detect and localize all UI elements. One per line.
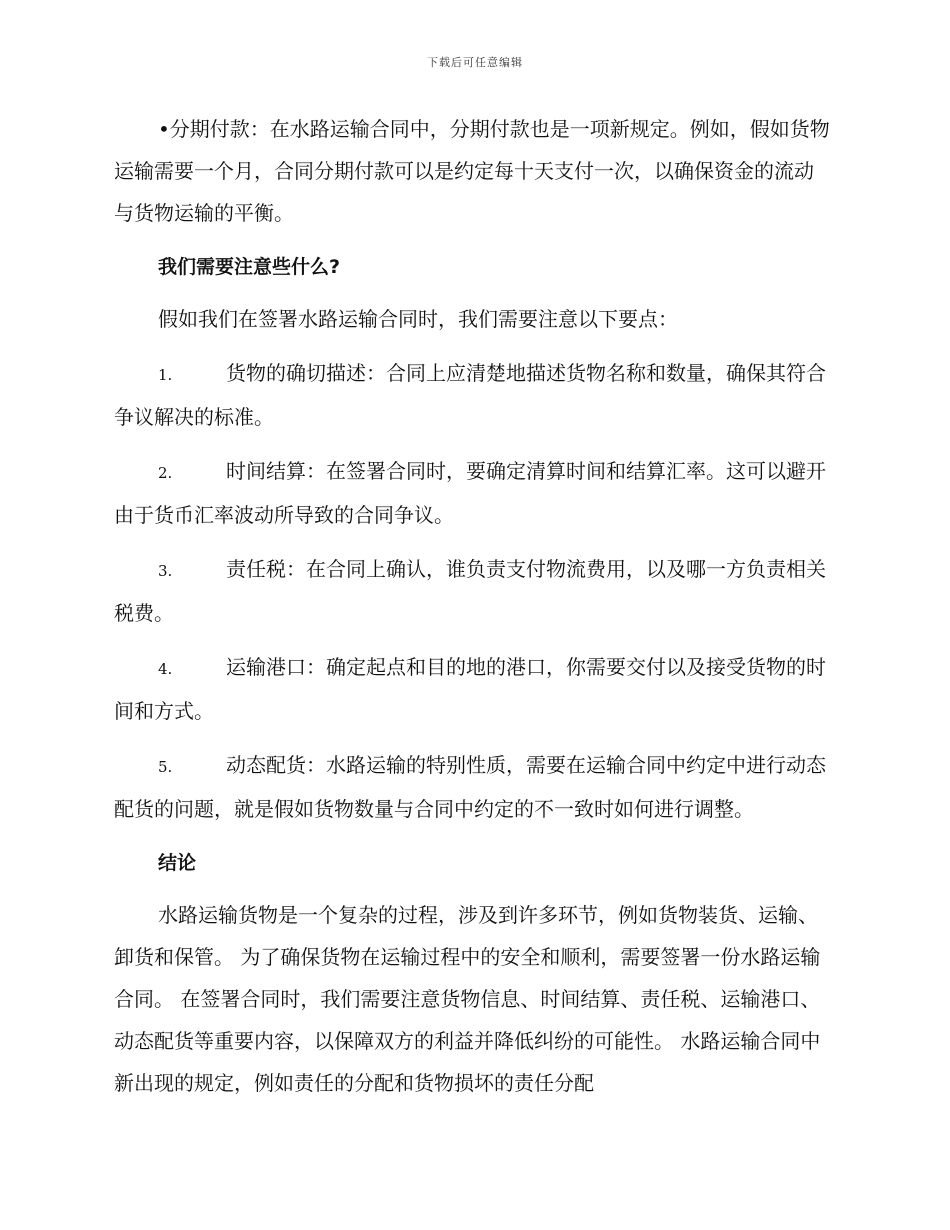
list-item [114, 744, 832, 830]
list-item-number: 2. [158, 464, 173, 482]
list-item-text: 时间结算：在签署合同时，要确定清算时间和结算汇率。这可以避开由于货币汇率波动所导致的合同争议。 [114, 459, 826, 527]
installment-paragraph: •分期付款：在水路运输合同中，分期付款也是一项新规定。例如，假如货物运输需要一个月，合同分期付款可以是约定每十天支付一次，以确保资金的流动与货物运输的平衡。 [114, 117, 830, 225]
list-item [114, 450, 832, 536]
list-item-text: 责任税：在合同上确认，谁负责支付物流费用，以及哪一方负责相关税费。 [114, 557, 826, 625]
section-heading-notes: 我们需要注意些什么? [158, 256, 341, 278]
list-item [114, 352, 832, 438]
list-item-text: 动态配货：水路运输的特别性质，需要在运输合同中约定中进行动态配货的问题，就是假如货物数量与合同中约定的不一致时如何进行调整。 [114, 753, 826, 821]
document-body [114, 108, 832, 1116]
notes-lead-paragraph: 假如我们在签署水路运输合同时，我们需要注意以下要点： [158, 307, 678, 331]
list-item-number: 1. [158, 366, 173, 384]
list-item-text: 运输港口：确定起点和目的地的港口，你需要交付以及接受货物的时间和方式。 [114, 655, 826, 723]
section-heading-conclusion: 结论 [158, 852, 197, 874]
list-item [114, 548, 832, 634]
list-item-number: 5. [158, 758, 173, 776]
list-item-number: 4. [158, 660, 173, 678]
list-item-text: 货物的确切描述：合同上应清楚地描述货物名称和数量，确保其符合争议解决的标准。 [114, 361, 826, 429]
page-header: 下载后可任意编辑 [427, 56, 523, 69]
conclusion-paragraph: 水路运输货物是一个复杂的过程，涉及到许多环节，例如货物装货、运输、卸货和保管。 为了确保货物在运输过程中的安全和顺利，需要签署一份水路运输合同。 在签署合同时，我们需要注意货物信息、时间结算、责任税、运输港口、动态配货等重要内容，以保障双方的利益并降低纠纷的可能性。 水路运输合同中新出现的规定，例如责任的分配和货物损坏的责任分配 [114, 903, 821, 1095]
list-item-number: 3. [158, 562, 173, 580]
list-item [114, 646, 832, 732]
